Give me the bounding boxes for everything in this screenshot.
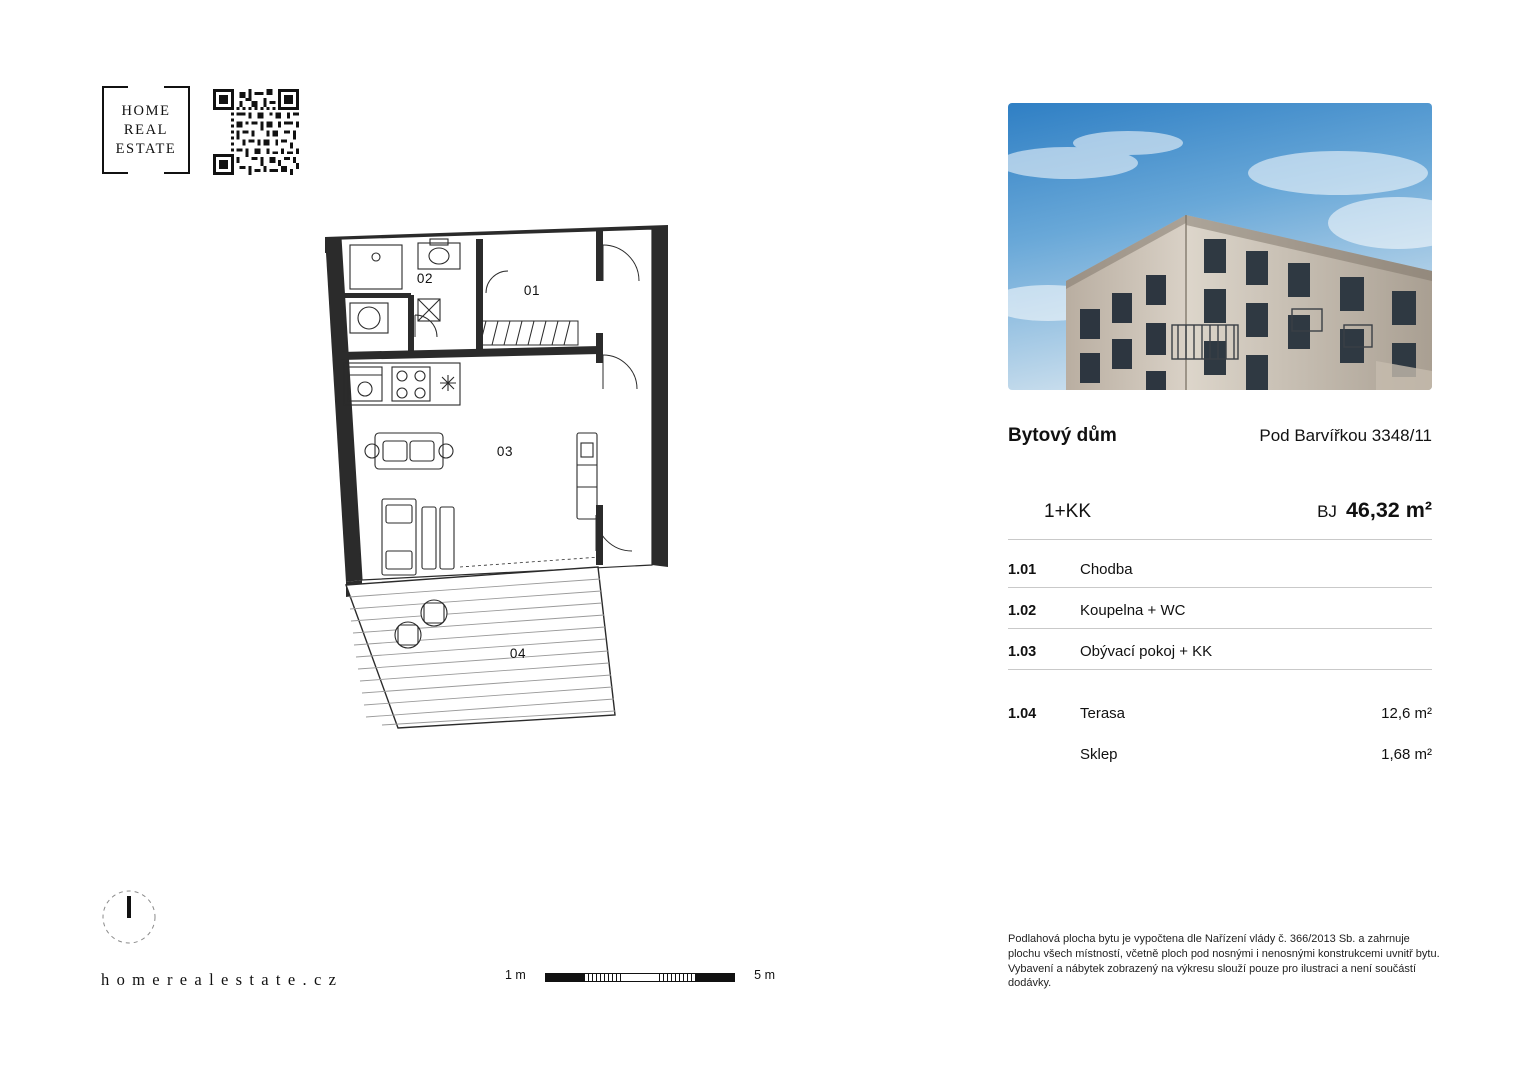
logo-line-2: REAL <box>123 121 169 138</box>
room-area: 1,68 m² <box>1381 746 1432 763</box>
disclaimer-text: Podlahová plocha bytu je vypočtena dle Nařízení vlády č. 366/2013 Sb. a zahrnuje plochu všech místností, včetně ploch pod nosnými i nenosnými konstrukcemi uvnitř bytu. Vybavení a nábytek zobrazený na výkresu slouží pouze pro ilustraci a není součástí dodávky. <box>1008 933 1440 990</box>
building-name: Bytový dům <box>1008 425 1117 446</box>
logo-line-1: HOME <box>121 102 171 119</box>
room-code: 1.04 <box>1008 706 1037 722</box>
table-row <box>1008 547 1432 588</box>
scale-right-label: 5 m <box>754 968 775 982</box>
building-address: Pod Barvířkou 3348/11 <box>1259 426 1432 445</box>
unit-area-label: BJ <box>1317 502 1337 521</box>
room-number-04: 04 <box>509 646 527 661</box>
room-number-02: 02 <box>416 271 434 286</box>
table-spacer <box>1008 670 1432 691</box>
table-row <box>1008 691 1432 732</box>
room-number-03: 03 <box>496 444 514 459</box>
room-label: Koupelna + WC <box>1080 602 1186 619</box>
room-code: 1.01 <box>1008 562 1037 578</box>
room-code: 1.02 <box>1008 603 1037 619</box>
qr-code-icon[interactable] <box>213 89 299 175</box>
room-code: 1.03 <box>1008 644 1037 660</box>
unit-type: 1+KK <box>1044 501 1092 522</box>
table-row <box>1008 629 1432 670</box>
logo-line-3: ESTATE <box>115 140 177 157</box>
room-label: Terasa <box>1080 705 1126 722</box>
table-row <box>1008 588 1432 629</box>
room-label: Sklep <box>1080 746 1118 763</box>
table-row <box>1008 732 1432 773</box>
logo-text <box>102 86 190 174</box>
north-arrow-icon <box>100 888 158 946</box>
room-label: Chodba <box>1080 561 1133 578</box>
website-url[interactable]: h o m e r e a l e s t a t e . c z <box>101 970 338 989</box>
room-area: 12,6 m² <box>1381 705 1432 722</box>
room-code <box>1008 745 1080 759</box>
building-header <box>1008 425 1432 447</box>
room-number-01: 01 <box>523 283 541 298</box>
room-label: Obývací pokoj + KK <box>1080 643 1213 660</box>
building-photo <box>1008 103 1432 390</box>
scale-bar <box>505 965 775 995</box>
floor-plan-drawing <box>300 215 730 755</box>
room-list <box>1008 547 1432 773</box>
scale-left-label: 1 m <box>505 968 526 982</box>
scale-bar-graphic <box>545 973 735 982</box>
unit-total-area: 46,32 m² <box>1345 498 1432 522</box>
unit-summary <box>1008 498 1432 540</box>
brand-logo <box>102 86 194 176</box>
